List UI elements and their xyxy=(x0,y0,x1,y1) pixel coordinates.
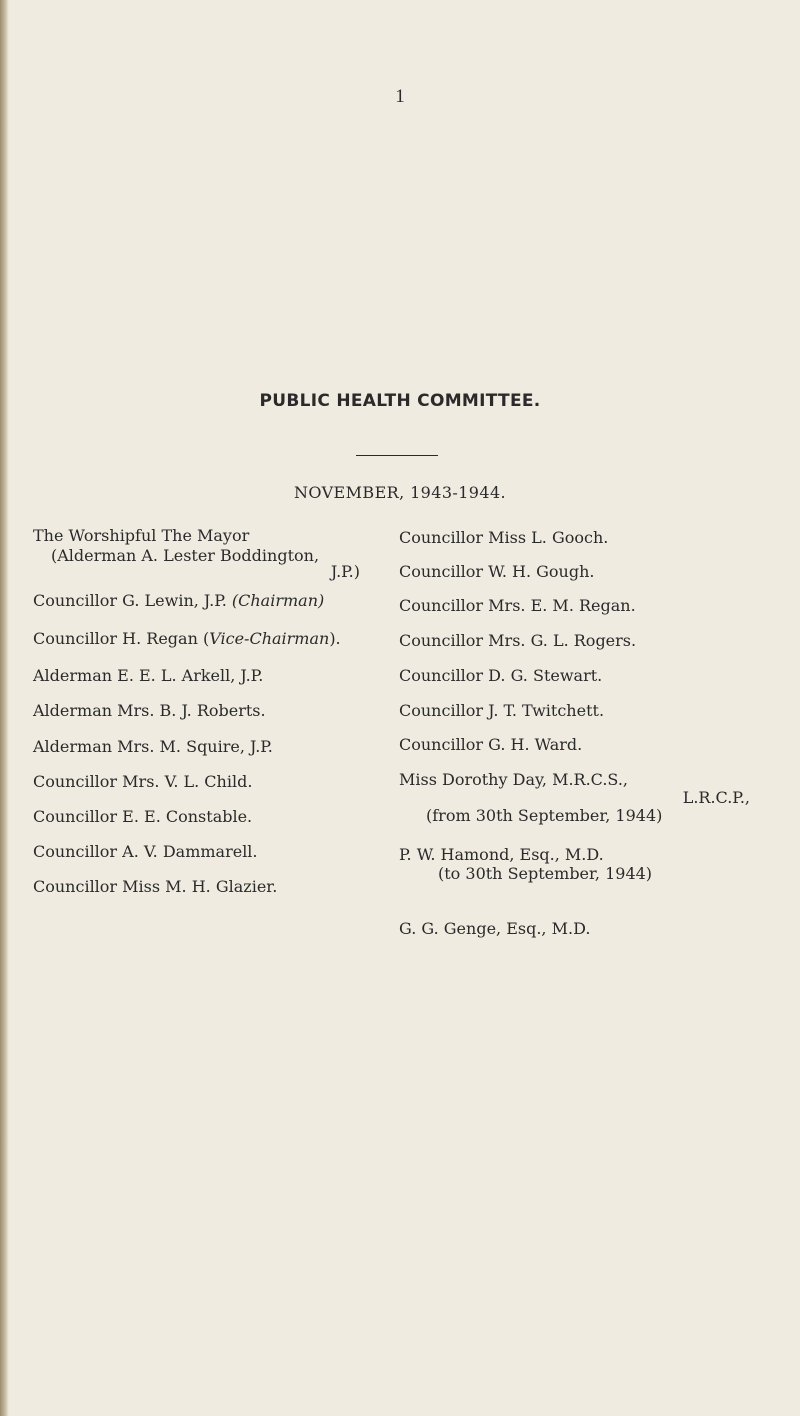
member-hamond-line-1: P. W. Hamond, Esq., M.D. xyxy=(399,845,604,864)
member-mayor xyxy=(33,526,360,581)
member-mayor-line-1: The Worshipful The Mayor xyxy=(33,526,250,545)
member-medical-officer-day xyxy=(399,770,750,825)
member-item: Alderman Mrs. M. Squire, J.P. xyxy=(33,737,273,756)
member-item: G. G. Genge, Esq., M.D. xyxy=(399,919,591,938)
page-title: PUBLIC HEALTH COMMITTEE. xyxy=(259,391,541,411)
member-item: Councillor J. T. Twitchett. xyxy=(399,701,605,720)
member-hamond-line-2: (to 30th September, 1944) xyxy=(438,864,653,883)
member-day-line-1: Miss Dorothy Day, M.R.C.S., xyxy=(399,770,628,789)
member-item: Alderman E. E. L. Arkell, J.P. xyxy=(33,666,264,685)
member-vice-chairman-name: Councillor H. Regan ( xyxy=(33,629,210,648)
book-spine-edge xyxy=(0,0,9,1416)
member-item: Councillor D. G. Stewart. xyxy=(399,666,603,685)
member-vice-chairman-tail: ). xyxy=(329,629,341,648)
member-vice-chairman-role: Vice-Chairman xyxy=(209,629,330,648)
member-chairman-role: (Chairman) xyxy=(231,591,325,610)
member-chairman xyxy=(33,591,324,610)
member-vice-chairman xyxy=(33,629,341,648)
member-mayor-line-3: J.P.) xyxy=(330,562,360,581)
member-mayor-line-2: (Alderman A. Lester Boddington, xyxy=(51,546,320,565)
member-item: Councillor Mrs. E. M. Regan. xyxy=(399,596,636,615)
member-item: Alderman Mrs. B. J. Roberts. xyxy=(33,701,266,720)
member-medical-officer-hamond xyxy=(399,845,652,883)
committee-period: NOVEMBER, 1943-1944. xyxy=(293,483,507,502)
member-item: Councillor Miss M. H. Glazier. xyxy=(33,877,278,896)
member-item: Councillor Mrs. G. L. Rogers. xyxy=(399,631,637,650)
member-item: Councillor A. V. Dammarell. xyxy=(33,842,258,861)
page-number: 1 xyxy=(395,86,405,107)
member-item: Councillor E. E. Constable. xyxy=(33,807,253,826)
member-item: Councillor W. H. Gough. xyxy=(399,562,595,581)
member-day-line-2: L.R.C.P., xyxy=(682,788,750,807)
member-chairman-name: Councillor G. Lewin, J.P. xyxy=(33,591,232,610)
member-item: Councillor Miss L. Gooch. xyxy=(399,528,609,547)
member-day-line-3: (from 30th September, 1944) xyxy=(426,806,663,825)
title-divider xyxy=(356,455,438,456)
member-item: Councillor Mrs. V. L. Child. xyxy=(33,772,253,791)
member-item: Councillor G. H. Ward. xyxy=(399,735,583,754)
